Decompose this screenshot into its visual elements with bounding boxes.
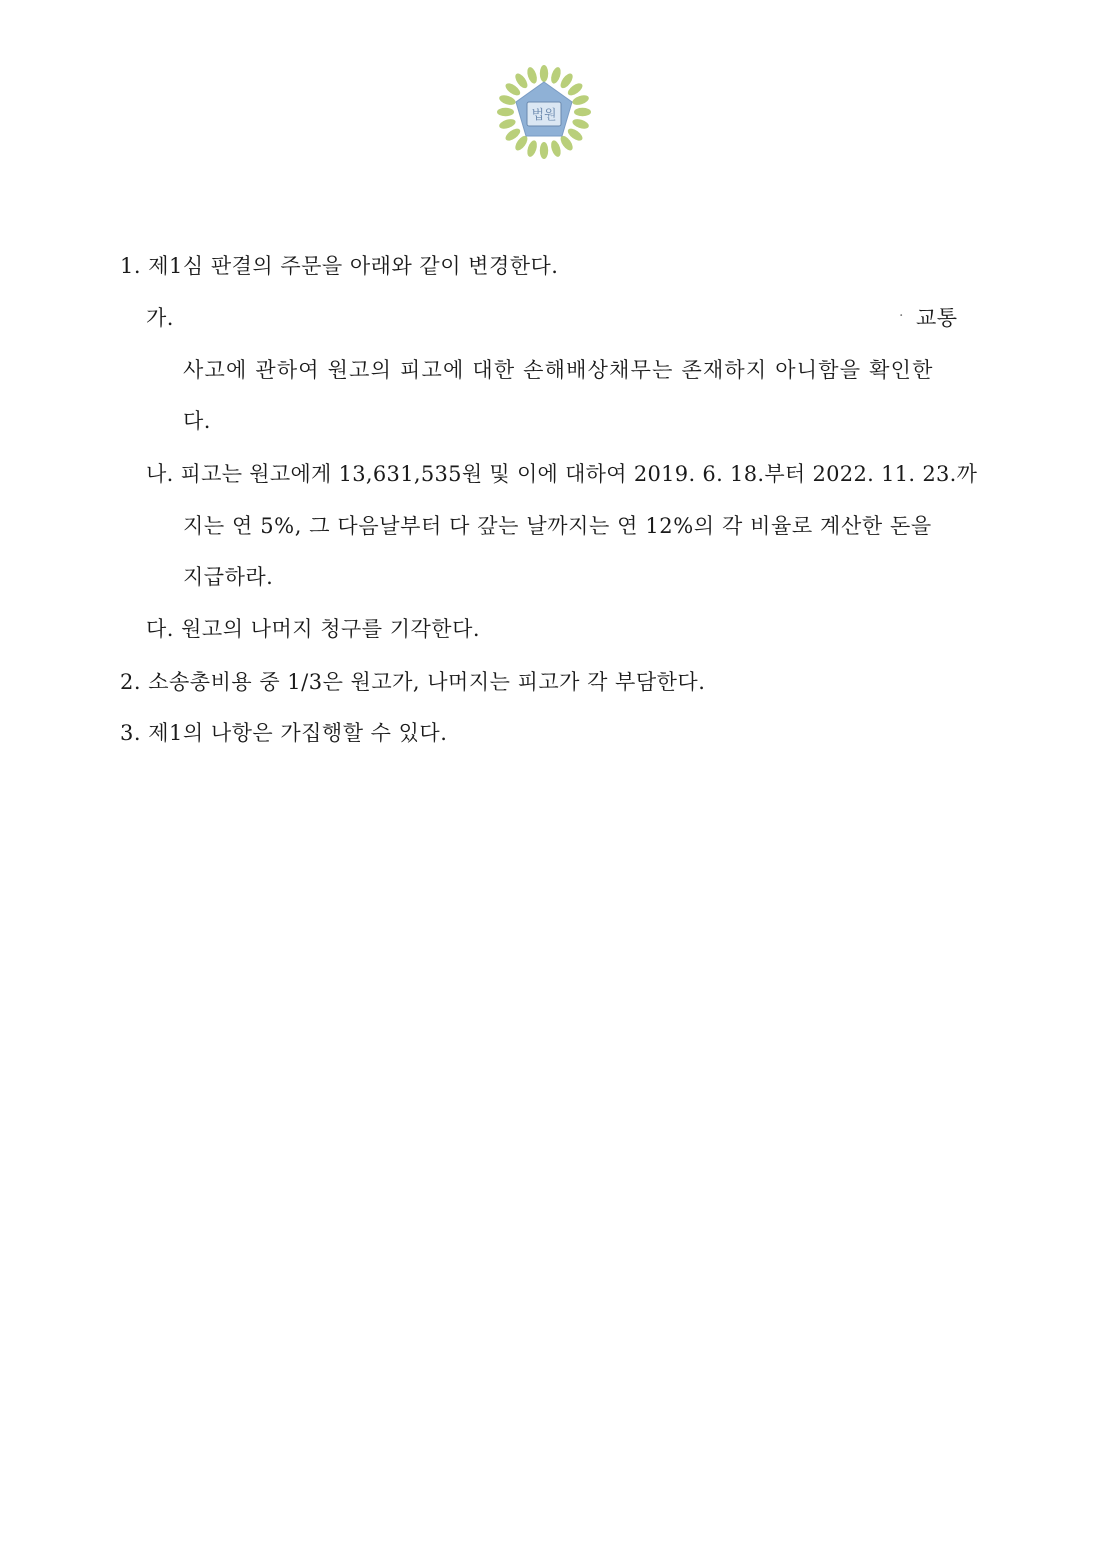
emblem-petal [549,139,562,158]
emblem-petal [549,66,562,85]
emblem-petal [540,65,548,82]
emblem-petal [498,117,517,130]
emblem-petal [574,108,591,116]
item-1-ga-line-2 [183,355,958,385]
item-2: 2. 소송총비용 중 1/3은 원고가, 나머지는 피고가 각 부담한다. [120,670,706,694]
emblem-petal [571,93,590,106]
item-3: 3. 제1의 나항은 가집행할 수 있다. [120,721,448,745]
item-1-ga-line-2-text: 사고에 관하여 원고의 피고에 대한 손해배상채무는 존재하지 아니함을 확인한 [183,358,934,382]
item-1-na-line-2: 지는 연 5%, 그 다음날부터 다 갚는 날까지는 연 12%의 각 비율로 계산한 돈을 [183,514,932,538]
emblem-text: 법원 [531,108,557,123]
item-1-ga-label: 가. [146,306,174,330]
emblem-petal [498,93,517,106]
item-1-ga-tail: 교통 [916,306,958,330]
item-1-ga-bullet: · [899,308,904,324]
emblem-petal [540,142,548,159]
item-1-da: 다. 원고의 나머지 청구를 기각한다. [146,617,481,641]
item-1-ga-line-3: 다. [183,409,211,433]
emblem-petal [497,108,514,116]
item-1: 1. 제1심 판결의 주문을 아래와 같이 변경한다. [120,254,559,278]
emblem-petal [525,66,538,85]
emblem-petal [571,117,590,130]
item-1-na-line-1: 나. 피고는 원고에게 13,631,535원 및 이에 대하여 2019. 6. 18.부터 2022. 11. 23.까 [146,462,978,486]
item-1-na-line-3: 지급하라. [183,565,274,589]
court-emblem-logo [494,62,594,162]
emblem-petal [525,139,538,158]
